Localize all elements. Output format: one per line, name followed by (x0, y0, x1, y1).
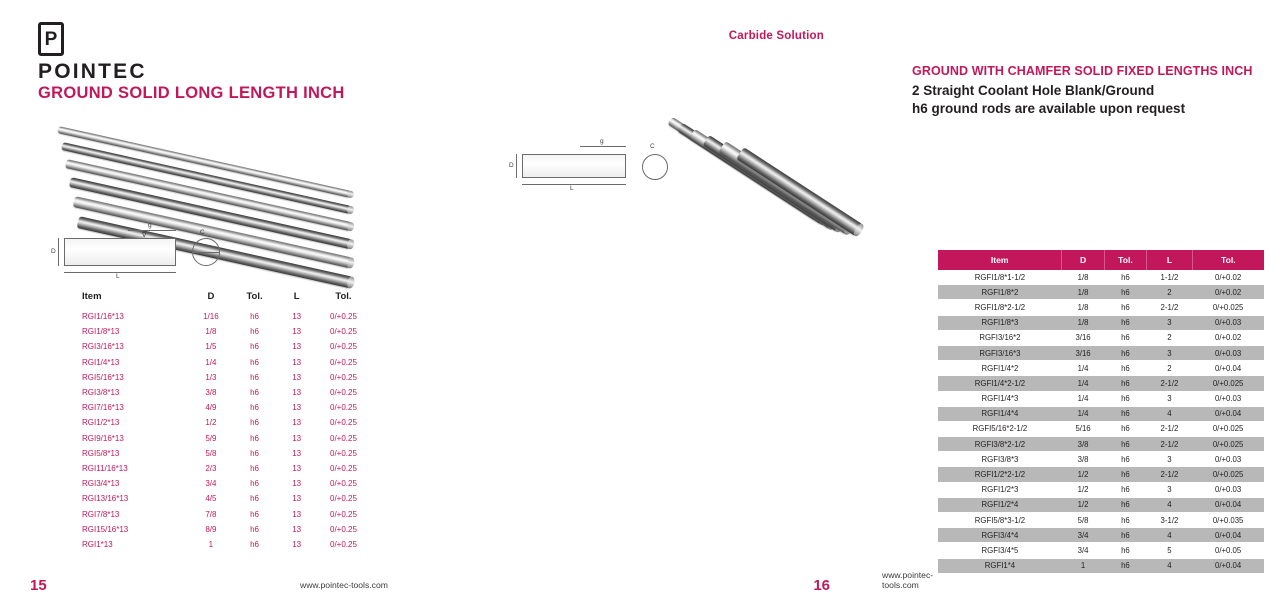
col-header-d: D (1062, 250, 1104, 270)
table-row (938, 330, 1264, 345)
cell-value: h6 (1104, 376, 1146, 391)
cell-item: RGFI3/8*2-1/2 (938, 437, 1062, 452)
rods-illustration-right (666, 108, 866, 238)
cell-value: h6 (1104, 391, 1146, 406)
cell-value: 2-1/2 (1147, 467, 1193, 482)
cell-value: 0/+0.04 (1192, 406, 1264, 421)
cell-item: RGI11/16*13 (82, 463, 128, 473)
cell-value: 1/2 (205, 418, 217, 428)
cell-value: 0/+0.25 (330, 357, 357, 367)
col-header-tol1: Tol. (1104, 250, 1146, 270)
cell-item: RGFI5/16*2-1/2 (938, 421, 1062, 436)
cell-value: h6 (1104, 452, 1146, 467)
page-number-left: 15 (30, 577, 47, 594)
table-row (938, 391, 1264, 406)
rod-end-cap (346, 205, 355, 214)
cell-value: 13 (292, 342, 302, 352)
cell-value: 2-1/2 (1147, 300, 1193, 315)
cell-item: RGI9/16*13 (82, 433, 124, 443)
table-row (58, 400, 370, 415)
cell-value: h6 (250, 357, 259, 367)
cell-value: 3/16 (1062, 345, 1104, 360)
diagram-label-finish: ∇ (142, 232, 147, 239)
cell-value: 0/+0.25 (330, 509, 357, 519)
cell-value: h6 (1104, 482, 1146, 497)
cell-item: RGI5/8*13 (82, 448, 120, 458)
cell-item: RGI1/4*13 (82, 357, 120, 367)
cell-item: RGFI1/2*3 (938, 482, 1062, 497)
cell-value: h6 (250, 539, 259, 549)
table-row (58, 324, 370, 339)
cell-value: 1/16 (203, 312, 219, 322)
cell-value: 3/8 (1062, 452, 1104, 467)
cell-value: 0/+0.25 (330, 479, 357, 489)
diagram-dim-line (128, 230, 176, 231)
cell-value: 1/2 (1062, 497, 1104, 512)
diagram-dim-line (522, 184, 626, 185)
cell-item: RGFI5/8*3-1/2 (938, 513, 1062, 528)
cell-value: h6 (250, 418, 259, 428)
rods-illustration-left (48, 112, 388, 242)
rod-graphic (736, 147, 863, 236)
cell-value: h6 (250, 479, 259, 489)
cell-value: h6 (1104, 421, 1146, 436)
cell-value: 8/9 (205, 524, 217, 534)
cell-value: 5 (1147, 543, 1193, 558)
cell-value: 0/+0.035 (1192, 513, 1264, 528)
cell-item: RGI7/8*13 (82, 509, 120, 519)
cell-value: 0/+0.02 (1192, 330, 1264, 345)
cell-value: 0/+0.025 (1192, 376, 1264, 391)
cell-item: RGFI1/2*4 (938, 497, 1062, 512)
cell-value: 2/3 (205, 463, 217, 473)
cell-item: RGFI3/16*2 (938, 330, 1062, 345)
table-row (938, 452, 1264, 467)
logo-mark-icon (38, 22, 64, 56)
right-page-subtitle (912, 82, 1282, 118)
right-spec-table (938, 250, 1264, 574)
diagram-dim-line (516, 154, 517, 178)
cell-item: RGFI1*4 (938, 558, 1062, 573)
cell-value: 3/4 (1062, 528, 1104, 543)
cell-value: 13 (292, 509, 302, 519)
table-row (938, 270, 1264, 285)
cell-value: 4 (1147, 406, 1193, 421)
table-row (938, 467, 1264, 482)
diagram-section-circle (642, 154, 668, 180)
cell-item: RGFI1/4*4 (938, 406, 1062, 421)
cell-item: RGFI1/8*2-1/2 (938, 300, 1062, 315)
cell-value: 1/4 (1062, 406, 1104, 421)
rod-end-cap (346, 190, 354, 198)
cell-value: 5/16 (1062, 421, 1104, 436)
cell-value: h6 (250, 403, 259, 413)
cell-value: h6 (250, 509, 259, 519)
table-row (938, 513, 1264, 528)
cell-value: h6 (1104, 270, 1146, 285)
cell-value: 1/2 (1062, 467, 1104, 482)
col-header-item: Item (82, 291, 102, 302)
table-row (938, 406, 1264, 421)
cell-value: 1/3 (205, 372, 217, 382)
cell-value: h6 (1104, 406, 1146, 421)
cell-value: 13 (292, 418, 302, 428)
col-header-l: L (293, 291, 300, 302)
cell-item: RGI3/4*13 (82, 479, 120, 489)
cell-value: 0/+0.25 (330, 327, 357, 337)
cell-value: 0/+0.25 (330, 403, 357, 413)
cell-item: RGI1/8*13 (82, 327, 120, 337)
cell-value: h6 (1104, 558, 1146, 573)
cell-item: RGFI1/4*2 (938, 361, 1062, 376)
cell-value: 0/+0.04 (1192, 528, 1264, 543)
cell-value: h6 (250, 342, 259, 352)
website-right: www.pointec-tools.com (882, 570, 934, 590)
cell-item: RGFI1/4*3 (938, 391, 1062, 406)
cell-value: 0/+0.05 (1192, 543, 1264, 558)
cell-value: h6 (1104, 315, 1146, 330)
dimension-diagram-right (508, 140, 688, 196)
cell-item: RGI1*13 (82, 539, 113, 549)
cell-value: 0/+0.25 (330, 448, 357, 458)
cell-value: 13 (292, 448, 302, 458)
cell-value: 4/5 (205, 494, 217, 504)
cell-value: 0/+0.04 (1192, 558, 1264, 573)
cell-item: RGI15/16*13 (82, 524, 129, 534)
cell-item: RGI3/16*13 (82, 342, 124, 352)
cell-value: 5/8 (1062, 513, 1104, 528)
cell-value: 13 (292, 463, 302, 473)
cell-value: 4 (1147, 497, 1193, 512)
cell-value: 5/8 (205, 448, 217, 458)
cell-value: 2-1/2 (1147, 421, 1193, 436)
cell-value: 0/+0.02 (1192, 270, 1264, 285)
cell-value: 0/+0.25 (330, 372, 357, 382)
cell-value: 13 (292, 433, 302, 443)
cell-item: RGI5/16*13 (82, 372, 124, 382)
cell-value: h6 (250, 448, 259, 458)
left-page-title: GROUND SOLID LONG LENGTH INCH (38, 84, 345, 102)
right-page (430, 0, 1253, 608)
cell-item: RGI1/16*13 (82, 312, 124, 322)
cell-value: 4 (1147, 528, 1193, 543)
cell-value: 2-1/2 (1147, 376, 1193, 391)
left-page (0, 0, 430, 608)
cell-value: 5/9 (205, 433, 217, 443)
cell-value: h6 (250, 312, 259, 322)
cell-item: RGFI1/8*1-1/2 (938, 270, 1062, 285)
cell-value: h6 (1104, 361, 1146, 376)
table-row (938, 528, 1264, 543)
col-header-tol1: Tol. (246, 291, 263, 302)
table-row (938, 558, 1264, 573)
cell-value: 2 (1147, 285, 1193, 300)
cell-value: 3 (1147, 391, 1193, 406)
cell-value: 0/+0.03 (1192, 345, 1264, 360)
cell-value: h6 (250, 327, 259, 337)
cell-value: 0/+0.25 (330, 388, 357, 398)
diagram-label-l: L (570, 185, 574, 192)
cell-value: 0/+0.04 (1192, 361, 1264, 376)
cell-value: 1/8 (1062, 270, 1104, 285)
cell-value: 1/8 (1062, 285, 1104, 300)
diagram-label-c: C (200, 229, 205, 236)
table-row (938, 482, 1264, 497)
cell-value: h6 (1104, 467, 1146, 482)
page-number-right: 16 (813, 577, 830, 594)
table-row (938, 315, 1264, 330)
cell-value: h6 (1104, 330, 1146, 345)
cell-value: 13 (292, 539, 302, 549)
table-row (58, 385, 370, 400)
cell-value: 0/+0.025 (1192, 437, 1264, 452)
table-row (58, 461, 370, 476)
table-row (938, 285, 1264, 300)
cell-value: 0/+0.25 (330, 494, 357, 504)
cell-item: RGI7/16*13 (82, 403, 124, 413)
cell-value: 3/4 (1062, 543, 1104, 558)
table-row (938, 437, 1264, 452)
cell-value: 0/+0.03 (1192, 482, 1264, 497)
table-row (938, 376, 1264, 391)
diagram-label-g: g (600, 138, 604, 145)
table-row (58, 506, 370, 521)
website-left: www.pointec-tools.com (300, 580, 388, 590)
cell-value: h6 (1104, 437, 1146, 452)
tagline: Carbide Solution (728, 30, 824, 42)
cell-value: h6 (250, 433, 259, 443)
cell-value: 3 (1147, 345, 1193, 360)
cell-value: 0/+0.25 (330, 524, 357, 534)
table-row (938, 300, 1264, 315)
cell-value: 3/16 (1062, 330, 1104, 345)
cell-item: RGI3/8*13 (82, 388, 120, 398)
diagram-dim-line (580, 146, 626, 147)
cell-value: 1/8 (205, 327, 217, 337)
cell-value: h6 (1104, 543, 1146, 558)
cell-value: 0/+0.25 (330, 463, 357, 473)
cell-value: h6 (1104, 528, 1146, 543)
right-page-title: GROUND WITH CHAMFER SOLID FIXED LENGTHS INCH (912, 64, 1253, 78)
cell-value: 1 (1062, 558, 1104, 573)
cell-value: 1-1/2 (1147, 270, 1193, 285)
cell-value: 13 (292, 403, 302, 413)
cell-value: h6 (250, 524, 259, 534)
cell-item: RGFI3/16*3 (938, 345, 1062, 360)
cell-value: 3/4 (205, 479, 217, 489)
cell-value: 1/8 (1062, 300, 1104, 315)
cell-value: 0/+0.25 (330, 342, 357, 352)
cell-value: 1/2 (1062, 482, 1104, 497)
cell-value: 1/8 (1062, 315, 1104, 330)
logo-letter: P (44, 28, 58, 50)
table-row (58, 415, 370, 430)
table-header-row (58, 286, 370, 309)
table-row (58, 491, 370, 506)
cell-value: 0/+0.025 (1192, 300, 1264, 315)
col-header-d: D (207, 291, 215, 302)
cell-value: 4 (1147, 558, 1193, 573)
cell-item: RGFI1/8*3 (938, 315, 1062, 330)
cell-value: 13 (292, 524, 302, 534)
table-header-row (938, 250, 1264, 270)
brand-logo (38, 22, 208, 83)
rod-end-cap (852, 222, 865, 238)
cell-value: 3 (1147, 315, 1193, 330)
subtitle-line-2: h6 ground rods are available upon request (912, 100, 1186, 116)
cell-value: 13 (292, 372, 302, 382)
dimension-diagram-left (50, 222, 230, 280)
table-row (58, 339, 370, 354)
table-row (938, 421, 1264, 436)
table-row (58, 537, 370, 552)
cell-value: 13 (292, 357, 302, 367)
table-row (58, 476, 370, 491)
cell-value: h6 (1104, 345, 1146, 360)
cell-value: 0/+0.25 (330, 539, 357, 549)
table-row (58, 355, 370, 370)
cell-value: 3-1/2 (1147, 513, 1193, 528)
diagram-dim-line (58, 238, 59, 266)
diagram-label-d: D (509, 162, 514, 169)
cell-value: h6 (1104, 513, 1146, 528)
diagram-label-l: L (116, 273, 120, 280)
cell-value: 0/+0.04 (1192, 497, 1264, 512)
left-spec-table (58, 286, 370, 552)
cell-value: 13 (292, 388, 302, 398)
logo-wordmark: POINTEC (38, 60, 147, 83)
cell-value: h6 (1104, 497, 1146, 512)
cell-value: 3 (1147, 482, 1193, 497)
table-row (938, 345, 1264, 360)
cell-value: 2 (1147, 330, 1193, 345)
cell-value: h6 (1104, 285, 1146, 300)
cell-value: 13 (292, 494, 302, 504)
diagram-label-g: g (148, 222, 152, 229)
cell-value: 0/+0.03 (1192, 452, 1264, 467)
rod-end-cap (346, 257, 355, 269)
cell-value: h6 (250, 372, 259, 382)
col-header-tol2: Tol. (335, 291, 352, 302)
table-row (938, 361, 1264, 376)
cell-value: 0/+0.025 (1192, 467, 1264, 482)
table-row (938, 497, 1264, 512)
cell-value: 13 (292, 312, 302, 322)
table-row (58, 370, 370, 385)
table-row (58, 309, 370, 324)
cell-value: 3 (1147, 452, 1193, 467)
subtitle-line-1: 2 Straight Coolant Hole Blank/Ground (912, 83, 1155, 98)
cell-value: 13 (292, 479, 302, 489)
cell-value: 13 (292, 327, 302, 337)
diagram-dim-line (192, 252, 220, 253)
rod-end-cap (346, 221, 355, 231)
table-row (58, 522, 370, 537)
cell-value: 2 (1147, 361, 1193, 376)
cell-value: 0/+0.03 (1192, 391, 1264, 406)
diagram-label-c: C (650, 143, 655, 150)
table-row (938, 543, 1264, 558)
cell-item: RGFI1/4*2-1/2 (938, 376, 1062, 391)
table-row (58, 431, 370, 446)
table-row (58, 446, 370, 461)
cell-value: 1/4 (205, 357, 217, 367)
cell-value: 0/+0.03 (1192, 315, 1264, 330)
cell-item: RGFI3/4*4 (938, 528, 1062, 543)
col-header-tol2: Tol. (1192, 250, 1264, 270)
cell-value: 0/+0.02 (1192, 285, 1264, 300)
diagram-body (64, 238, 176, 266)
cell-value: h6 (250, 463, 259, 473)
diagram-label-d: D (51, 248, 56, 255)
diagram-dim-line (64, 272, 176, 273)
col-header-item: Item (938, 250, 1062, 270)
cell-value: h6 (1104, 300, 1146, 315)
cell-value: 0/+0.25 (330, 433, 357, 443)
cell-value: 1/4 (1062, 376, 1104, 391)
cell-value: 2-1/2 (1147, 437, 1193, 452)
cell-value: 0/+0.25 (330, 312, 357, 322)
cell-item: RGI1/2*13 (82, 418, 120, 428)
cell-item: RGI13/16*13 (82, 494, 129, 504)
cell-item: RGFI1/2*2-1/2 (938, 467, 1062, 482)
cell-value: 0/+0.025 (1192, 421, 1264, 436)
cell-item: RGFI3/4*5 (938, 543, 1062, 558)
cell-value: 3/8 (1062, 437, 1104, 452)
cell-value: h6 (250, 494, 259, 504)
cell-item: RGFI3/8*3 (938, 452, 1062, 467)
cell-item: RGFI1/8*2 (938, 285, 1062, 300)
cell-value: h6 (250, 388, 259, 398)
cell-value: 1/5 (205, 342, 217, 352)
cell-value: 0/+0.25 (330, 418, 357, 428)
col-header-l: L (1147, 250, 1193, 270)
rod-end-cap (346, 239, 355, 250)
cell-value: 7/8 (205, 509, 217, 519)
cell-value: 4/9 (205, 403, 217, 413)
cell-value: 1/4 (1062, 361, 1104, 376)
diagram-body (522, 154, 626, 178)
cell-value: 1 (208, 539, 214, 549)
cell-value: 3/8 (205, 388, 217, 398)
cell-value: 1/4 (1062, 391, 1104, 406)
